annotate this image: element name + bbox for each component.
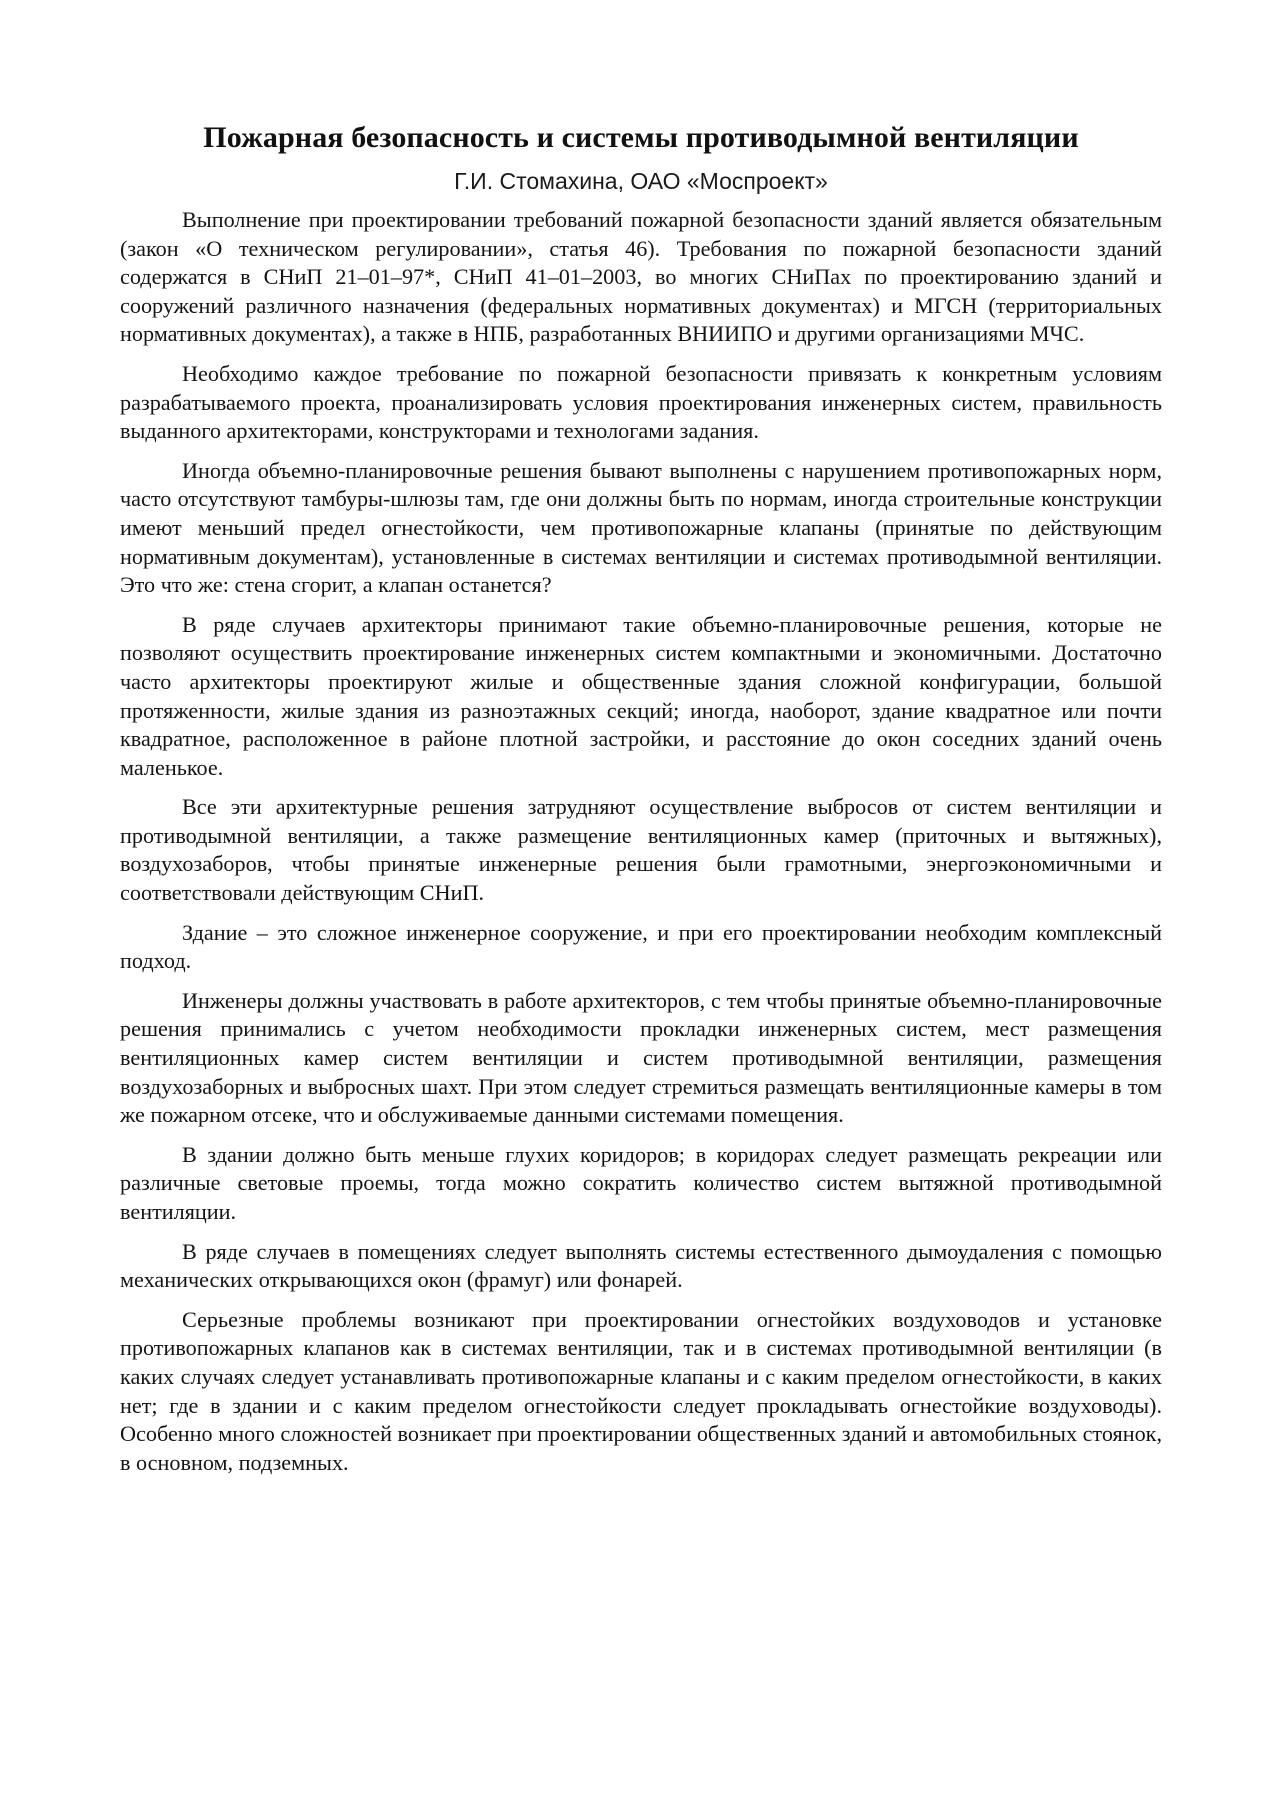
paragraph-4: В ряде случаев архитекторы принимают такие объемно-планировочные решения, которые не позволяют осуществить проектирование инженерных систем компактными и экономичными. Достаточно часто архитекторы проектируют жилые и общественные здания сложной конфигурации, большой протяженности, жилые здания из разноэтажных секций; иногда, наоборот, здание квадратное или почти квадратное, расположенное в районе плотной застройки, и расстояние до окон соседних зданий очень маленькое. [120,611,1162,780]
document-title: Пожарная безопасность и системы противодымной вентиляции [203,121,1079,154]
paragraph-8: В здании должно быть меньше глухих коридоров; в коридорах следует размещать рекреации или различные световые проемы, тогда можно сократить количество систем вытяжной противодымной вентиляции. [120,1141,1162,1224]
document-author: Г.И. Стомахина, ОАО «Моспроект» [454,168,828,194]
paragraph-1: Выполнение при проектировании требований пожарной безопасности зданий является обязательным (закон «О техническом регулировании», статья 46). Требования по пожарной безопасности зданий содержатся в СНиП 21–01–97*, СНиП 41–01–2003, во многих СНиПах по проектированию зданий и сооружений различного назначения (федеральных нормативных документах) и МГСН (территориальных нормативных документах), а также в НПБ, разработанных ВНИИПО и другими организациями МЧС. [120,207,1162,347]
paragraph-5: Все эти архитектурные решения затрудняют осуществление выбросов от систем вентиляции и противодымной вентиляции, а также размещение вентиляционных камер (приточных и вытяжных), воздухозаборов, чтобы принятые инженерные решения были грамотными, энергоэкономичными и соответствовали действующим СНиП. [120,794,1162,906]
paragraph-3: Иногда объемно-планировочные решения бывают выполнены с нарушением противопожарных норм, часто отсутствуют тамбуры-шлюзы там, где они должны быть по нормам, иногда строительные конструкции имеют меньший предел огнестойкости, чем противопожарные клапаны (принятые по действующим нормативным документам), установленные в системах вентиляции и системах противодымной вентиляции. Это что же: стена сгорит, а клапан останется? [120,457,1162,598]
paragraph-2: Необходимо каждое требование по пожарной безопасности привязать к конкретным условиям разрабатываемого проекта, проанализировать условия проектирования инженерных систем, правильность выданного архитекторами, конструкторами и технологами задания. [120,360,1162,444]
paragraph-9: В ряде случаев в помещениях следует выполнять системы естественного дымоудаления с помощью механических открывающихся окон (фрамуг) или фонарей. [120,1238,1162,1293]
paragraph-6: Здание – это сложное инженерное сооружение, и при его проектировании необходим комплексный подход. [120,919,1162,974]
paragraph-10: Серьезные проблемы возникают при проектировании огнестойких воздуховодов и установке противопожарных клапанов как в системах вентиляции, так и в системах противодымной вентиляции (в каких случаях следует устанавливать противопожарные клапаны и с каким пределом огнестойкости, в каких нет; где в здании и с каким пределом огнестойкости следует прокладывать огнестойкие воздуховоды). Особенно много сложностей возникает при проектировании общественных зданий и автомобильных стоянок, в основном, подземных. [120,1306,1163,1475]
paragraph-7: Инженеры должны участвовать в работе архитекторов, с тем чтобы принятые объемно-планировочные решения принимались с учетом необходимости прокладки инженерных систем, мест размещения вентиляционных камер систем вентиляции и систем противодымной вентиляции, размещения воздухозаборных и выбросных шахт. При этом следует стремиться размещать вентиляционные камеры в том же пожарном отсеке, что и обслуживаемые данными системами помещения. [120,987,1162,1128]
